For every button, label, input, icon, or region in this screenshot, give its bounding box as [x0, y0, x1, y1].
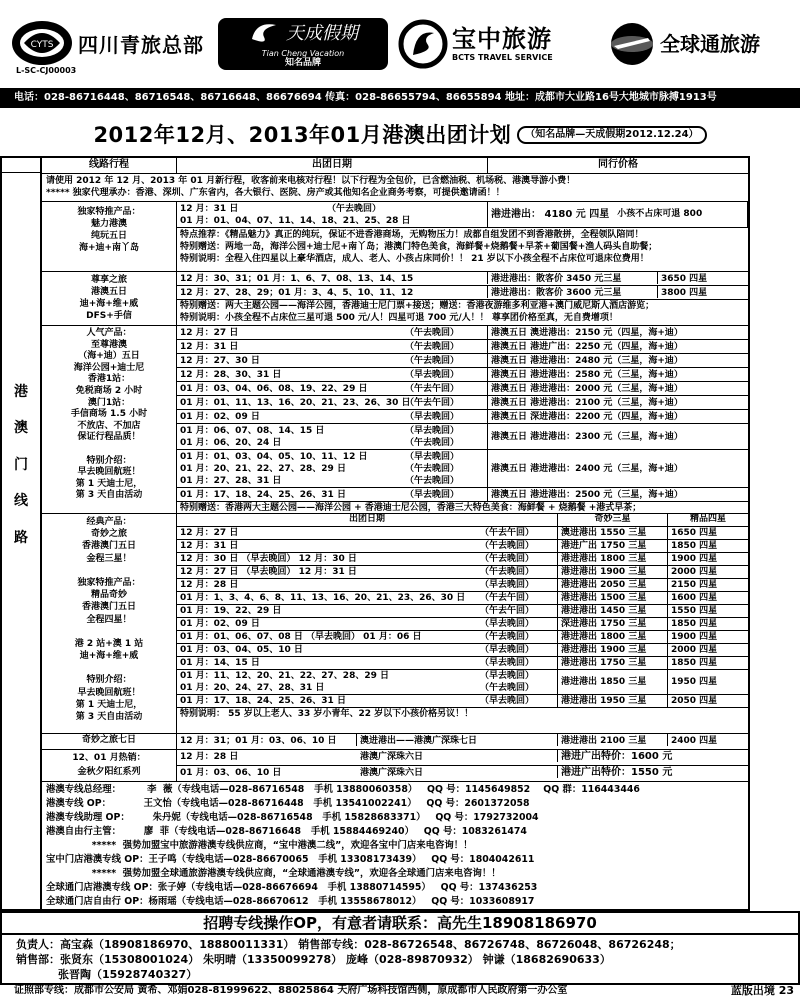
brand2-en: Tian Cheng Vacation: [261, 49, 345, 59]
date-text: 01 月：01、11、13、16、20、21、23、26、30 日: [180, 398, 411, 408]
product-golden-autumn: 12、01 月热销： 金秋夕阳红系列 12 月：28 日 港澳广深珠六日 港进广出特价：1600 元 01 月：03、06、10 日 港澳广深珠六日 港进广出特价：1550 元: [42, 749, 748, 781]
popular-left-line: 保证行程品质！: [77, 432, 141, 443]
price-4star: 1950 四星: [671, 677, 718, 687]
departure-note: （早去晚回）: [405, 412, 460, 422]
product-seven-day: 奇妙之旅七日 12 月：31；01 月：03、06、10 日 澳进港出——港澳广深珠七日 港进港出 2100 三星 2400 四星: [42, 733, 748, 749]
price-4star: 2050 四星: [671, 696, 718, 706]
contacts-block: [42, 781, 748, 911]
departure-note: （午去晚回）: [480, 632, 535, 642]
date-line: [180, 437, 484, 449]
table-row: [177, 368, 748, 382]
date-line: [180, 540, 554, 552]
departure-note: （午去晚回）: [405, 438, 460, 448]
main-title: 2012年12月、2013年01月港澳出团计划: [93, 122, 512, 147]
row-dates: [177, 450, 488, 487]
classic-header: 出团日期 奇妙三星 精品四星: [177, 514, 748, 527]
contact-bar: 电话：028-86716448、86716548、86716648、86676694 传真：028-86655794、86655894 地址：成都市大业路16号大地城市脉搏1913号: [0, 88, 800, 108]
row-dates: [177, 553, 558, 565]
date-text: 01 月：06、20、24 日: [180, 438, 282, 448]
departure-note: （午去晚回）: [405, 328, 460, 338]
row-price: 港澳五日 港进港出：2580 元（三星，海+迪）: [491, 369, 683, 380]
price-3star: 港进广出 1750 三星: [558, 540, 668, 552]
date-text: 01 月：20、21、22、27、28、29 日: [180, 464, 346, 474]
brand-cyts: [10, 14, 210, 76]
classic-left-line: 奇妙之旅: [90, 529, 127, 540]
page-title: [0, 117, 800, 153]
date-line: [180, 592, 554, 604]
date-line: [180, 397, 484, 409]
price-3star: 港进港出 1800 三星: [558, 631, 668, 643]
price-4star: 2000 四星: [671, 567, 718, 577]
date-text: 12 月：28 日: [180, 580, 239, 590]
price-4star: 1900 四星: [671, 632, 718, 642]
table-row: [177, 618, 748, 631]
popular-left-line: 免税商场 2 小时: [75, 385, 143, 396]
departure-note: （午去午回）: [480, 606, 535, 616]
row-price: 港澳五日 港进广出：2250 元（四星，海+迪）: [491, 341, 683, 352]
brand2-name: 天成假期: [286, 22, 358, 44]
popular-left-line: 第 3 天自由活动: [75, 490, 143, 501]
departure-note: （早去晚回）: [480, 619, 535, 629]
date-text: 01 月：11、12、20、21、22、27、28、29 日: [180, 671, 389, 681]
product-classic: [42, 513, 748, 733]
date-line: [180, 695, 554, 707]
date-text: 01 月：19、22、29 日: [180, 606, 282, 616]
departure-note: （午去晚回）: [405, 356, 460, 366]
date-text: 12 月：27、30 日: [180, 356, 260, 366]
notice-block: [42, 173, 748, 201]
classic-left-line: 全程四星！: [86, 614, 132, 625]
row-price: 港澳五日 港进港出：2300 元（三星，海+迪）: [491, 431, 683, 442]
date-text: 01 月：27、28、31 日: [180, 476, 282, 486]
classic-note: 特别说明： 55 岁以上老人、33 岁小青年、22 岁以下小孩价格另议！！: [180, 709, 474, 719]
charm-price: 港进港出： 4180 元 四星 小孩不占床可退 800: [488, 202, 748, 228]
price-3star: 港进港出 1500 三星: [558, 592, 668, 604]
popular-left-line: 不放店、不加店: [77, 420, 141, 431]
price-4star: 1650 四星: [671, 528, 718, 538]
table-row: [177, 354, 748, 368]
logo-header: [0, 0, 800, 88]
side-label-column: [0, 156, 40, 911]
row-dates: [177, 592, 558, 604]
side-label: 港 澳 门 线 路: [14, 384, 28, 546]
row-dates: [177, 340, 488, 353]
date-line: [180, 451, 484, 463]
classic-left-line: 香港澳门五日: [81, 541, 136, 552]
page-number: 23: [778, 984, 794, 997]
row-dates: [177, 424, 488, 449]
table-row: [177, 424, 748, 450]
management-line: 销售部：张贤东（15308001024） 朱明晴（13350099278） 庞峰（028-89870932） 钟谦（18682690633）: [16, 953, 611, 966]
price-3star: 港进港出 1950 三星: [558, 695, 668, 707]
date-text: 01 月：01、03、04、05、10、11、12 日: [180, 452, 368, 462]
product-charm: [42, 201, 748, 271]
departure-note: （早去晚回）: [405, 490, 460, 500]
popular-left-line: （海+迪）五日: [78, 351, 140, 362]
classic-left-line: 金程三星！: [86, 553, 132, 564]
row-dates: [177, 410, 488, 423]
table-row: [177, 396, 748, 410]
departure-note: （早去晚回）: [405, 370, 460, 380]
brand4-name: 全球通旅游: [660, 31, 760, 56]
date-text: 12 月：31 日: [180, 342, 239, 352]
recruit-banner: 招聘专线操作OP，有意者请联系：高先生18908186970: [0, 911, 800, 935]
date-line: [180, 644, 554, 656]
classic-left-line: 早去晚回航班！: [77, 687, 141, 698]
product-honor: [42, 271, 748, 325]
license-line: 证照部专线：成都市公安局 黄希、邓娟028-81999622、88025864 天府广场科技馆西侧，原成都市人民政府第一办公室: [14, 985, 568, 996]
contact-line: 港澳专线总经理： 李 薇（专线电话—028-86716548 手机 13880060358） QQ 号：1145649852 QQ 群：116443446: [46, 784, 640, 795]
contact-line: 全球通门店港澳专线 OP：张子婷（专线电话—028-86676694 手机 13880714595） QQ 号：137436253: [46, 882, 538, 893]
date-text: 12 月：31 日: [180, 541, 239, 551]
plane-globe-icon: [608, 20, 656, 68]
date-text: 12 月：27 日: [180, 528, 239, 538]
popular-notes: [177, 502, 748, 513]
departure-note: （午去晚回）: [405, 464, 460, 474]
table-row: [177, 488, 748, 502]
contact-line: 全球通门店自由行 OP：杨雨瑶（专线电话—028-86670612 手机 13558678012） QQ 号：1033608917: [46, 896, 535, 907]
departure-note: （午去晚回）: [480, 683, 535, 693]
departure-note: （早去晚回）: [480, 580, 535, 590]
price-4star: 1550 四星: [671, 606, 718, 616]
table-row: [177, 579, 748, 592]
departure-note: （早去晚回）: [480, 671, 535, 681]
row-dates: [177, 354, 488, 367]
charm-notes: 特点推荐：《精品魅力》真正的纯玩，保证不进香港商场，无购物压力！成都自组发团不到香港散拼，全程领队陪同！ 特别赠送：两地一岛，海洋公园+迪士尼+南丫岛；港澳门特色美食，海鲜餐+烧鹅餐+早茶+葡国餐+渔人码头自助餐； 特别说明：全程入住四星以上豪华酒店，成人、老人、小孩占床同价！！ 21 岁以下小孩全程不占床位可退床位费用！: [180, 230, 658, 264]
row-price: 港澳五日 港进港出：2500 元（三星，海+迪）: [491, 489, 683, 500]
charm-title: 独家特推产品： 魅力港澳 纯玩五日 海+迪+南丫岛: [42, 202, 177, 271]
table-row: [177, 644, 748, 657]
honor-title: 尊享之旅 港澳五日 迪+海+维+威 DFS+手信: [42, 272, 177, 325]
popular-left-line: 第 1 天迪士尼，: [75, 478, 143, 489]
classic-left-line: 经典产品：: [86, 517, 132, 527]
price-3star: 港进港出 1850 三星: [558, 670, 668, 694]
table-header: 线路行程 出团日期 同行价格: [42, 158, 748, 173]
price-4star: 1600 四星: [671, 593, 718, 603]
popular-left-line: 至尊港澳: [90, 339, 127, 350]
honor-row: 12 月：30、31；01 月：1、6、7、08、13、14、15 港进港出：散客价 3450 元三星 3650 四星: [177, 272, 748, 286]
row-dates: [177, 540, 558, 552]
date-text: 12 月：27 日: [180, 328, 239, 338]
management-line: 负责人：高宝森（18908186970、18880011331） 销售部专线：028-86726548、86726748、86726048、86726248；: [16, 938, 681, 951]
brand1-code: L-SC-CJ00003: [16, 66, 77, 75]
brand1-name: 四川青旅总部: [78, 32, 204, 57]
date-text: 01 月：14、15 日: [180, 658, 260, 668]
date-text: 01 月：01、06、07、08 日 （早去晚回） 01 月：06 日: [180, 632, 422, 642]
brand-quanqiutong: [608, 18, 794, 70]
date-line: [180, 369, 484, 381]
brand3-en: BCTS TRAVEL SERVICE: [452, 53, 553, 63]
table-row: [177, 605, 748, 618]
price-3star: 港进港出 1900 三星: [558, 644, 668, 656]
contact-line: 港澳专线助理 OP： 朱丹妮（专线电话—028-86716548 手机 15828683371） QQ 号：1792732004: [46, 812, 539, 823]
popular-left-line: 人气产品：: [86, 328, 132, 338]
price-3star: 港进港出 1450 三星: [558, 605, 668, 617]
row-price: 港澳五日 澳进港出：2150 元（四星，海+迪）: [491, 327, 683, 338]
departure-note: （早去晚回）: [480, 645, 535, 655]
table-row: [177, 566, 748, 579]
notice-line-1: 请使用 2012 年 12 月、2013 年 01 月新行程，收客前来电核对行程！以下行程为全包价，已含燃油税、机场税、港澳导游小费！: [46, 176, 576, 186]
departure-note: （午去午回）: [480, 593, 535, 603]
date-text: 01 月：20、24、27、28、31 日: [180, 683, 325, 693]
row-dates: [177, 670, 558, 694]
brand2-tag: 知名品牌: [284, 58, 321, 69]
table-row: [177, 592, 748, 605]
popular-left-line: 海洋公园+迪士尼: [73, 362, 145, 373]
date-text: 01 月：02、09 日: [180, 412, 260, 422]
row-dates: [177, 566, 558, 578]
row-dates: [177, 618, 558, 630]
departure-note: （午去晚回）: [405, 342, 460, 352]
date-line: [180, 566, 554, 578]
popular-title: [42, 326, 177, 513]
date-text: 12 月：30 日 （早去晚回） 12 月：30 日: [180, 554, 357, 564]
departure-note: （午去午回）: [405, 384, 460, 394]
departure-note: （午去晚回）: [480, 541, 535, 551]
classic-left-line: [45, 626, 173, 638]
table-row: [177, 540, 748, 553]
date-line: [180, 327, 484, 339]
row-dates: [177, 368, 488, 381]
price-3star: 港进港出 1800 三星: [558, 553, 668, 565]
date-line: [180, 425, 484, 437]
date-text: 01 月：03、04、05、10 日: [180, 645, 303, 655]
golden-row: 01 月：03、06、10 日 港澳广深珠六日 港进广出特价：1550 元: [180, 767, 673, 778]
popular-left-line: 手信商场 1.5 小时: [70, 409, 148, 420]
brand-tiancheng: [218, 18, 388, 70]
management-block: [0, 935, 800, 985]
table-row: [177, 450, 748, 488]
row-dates: [177, 488, 488, 501]
row-price: 港澳五日 深进港出：2200 元（四星，海+迪）: [491, 411, 683, 422]
swirl-icon: [248, 19, 280, 49]
table-row: [177, 410, 748, 424]
honor-notes: 特别赠送：两大主题公园——海洋公园，香港迪士尼门票+接送；赠送：香港夜游维多利亚港+澳门威尼斯人酒店游览； 特别说明：小孩全程不占床位三星可退 500 元/人！四星可退 700 元/人！！ 尊享团价格至真，无自费增项！: [180, 301, 655, 323]
date-text: 12 月：28、30、31 日: [180, 370, 282, 380]
table-row: [177, 670, 748, 695]
note-line: 特别赠送：香港两大主题公园——海洋公园 + 香港迪士尼公园，香港三大特色美食：海鲜餐 + 烧鹅餐 +港式早茶；: [180, 503, 642, 513]
row-dates: [177, 527, 558, 539]
contact-line: 港澳专线 OP： 王文怡（专线电话—028-86716448 手机 13541002241） QQ 号：2601372058: [46, 798, 530, 809]
date-line: [180, 527, 554, 539]
date-line: [180, 475, 484, 487]
popular-left-line: 澳门1站：: [87, 397, 131, 408]
date-line: [180, 489, 484, 501]
table-row: [177, 631, 748, 644]
row-dates: [177, 579, 558, 591]
row-dates: [177, 657, 558, 669]
classic-left-line: 第 1 天迪士尼，: [75, 699, 143, 710]
departure-note: （午去晚回）: [405, 476, 460, 486]
date-line: [180, 553, 554, 565]
price-4star: 1850 四星: [671, 541, 718, 551]
subtitle-badge: （知名品牌—天成假期2012.12.24）: [517, 126, 706, 144]
classic-left-line: [45, 565, 173, 577]
price-3star: 澳进港出 1550 三星: [558, 527, 668, 539]
departure-note: （早去晚回）: [480, 696, 535, 706]
table-row: [177, 657, 748, 670]
date-text: 01 月：06、07、08、14、15 日: [180, 426, 325, 436]
table-row: [177, 553, 748, 566]
price-4star: 1850 四星: [671, 658, 718, 668]
row-dates: [177, 382, 488, 395]
price-4star: 1900 四星: [671, 554, 718, 564]
cyts-globe-icon: [10, 19, 74, 71]
popular-left-line: [45, 444, 173, 456]
classic-left-line: 第 3 天自由活动: [75, 712, 143, 722]
row-price: 港澳五日 港进港出：2000 元（三星，海+迪）: [491, 383, 683, 394]
table-row: [177, 326, 748, 340]
bz-circle-icon: [398, 19, 448, 69]
date-line: [180, 618, 554, 630]
date-text: 01 月：02、09 日: [180, 619, 260, 629]
departure-note: （早去晚回）: [405, 452, 460, 462]
date-text: 01 月：17、18、24、25、26、31 日: [180, 490, 346, 500]
date-line: [180, 341, 484, 353]
departure-note: （午去晚回）: [480, 554, 535, 564]
departure-note: （早去晚回）: [405, 426, 460, 436]
classic-left-line: 香港澳门五日: [81, 602, 136, 613]
row-dates: [177, 605, 558, 617]
date-line: [180, 605, 554, 617]
date-line: [180, 383, 484, 395]
price-4star: 2150 四星: [671, 580, 718, 590]
table-row: [177, 527, 748, 540]
date-line: [180, 670, 554, 682]
row-price: 港澳五日 港进港出：2400 元（三星，海+迪）: [491, 463, 683, 474]
tour-table: [40, 156, 750, 911]
price-3star: 港进港出 2050 三星: [558, 579, 668, 591]
contact-line: 港澳自由行主管： 廖 菲（专线电话—028-86716648 手机 15884469240） QQ 号：1083261474: [46, 826, 527, 837]
row-price: 港澳五日 港进港出：2480 元（三星，海+迪）: [491, 355, 683, 366]
date-line: [180, 411, 484, 423]
popular-left-line: 香港1站：: [87, 374, 131, 385]
row-dates: [177, 644, 558, 656]
classic-left-line: 港 2 站+澳 1 站: [74, 638, 144, 649]
product-popular: [42, 325, 748, 513]
classic-left-line: 迪+海+维+威: [79, 651, 139, 662]
date-line: [180, 631, 554, 643]
table-row: [177, 340, 748, 354]
contact-line: 宝中门店港澳专线 OP：王子鸣（专线电话—028-86670065 手机 13308173439） QQ 号：1804042611: [46, 854, 535, 865]
date-text: 01 月：03、04、06、08、19、22、29 日: [180, 384, 368, 394]
management-line: 张晋陶（15928740327）: [58, 968, 198, 981]
row-dates: [177, 695, 558, 707]
date-text: 12 月：27 日 （早去晚回） 12 月：31 日: [180, 567, 357, 577]
notice-line-2: ***** 独家代理承办：香港、深圳、广东省内，各大银行、医院、房产或其他知名企业商务考察，可提供邀请函！！: [46, 188, 505, 198]
page-footer: 蓝版出境 23: [730, 984, 794, 997]
departure-note: （午去午回）: [480, 528, 535, 538]
contact-line: ***** 强势加盟全球通旅游港澳专线供应商，“全球通港澳专线”，欢迎各全球通门店来电咨询！！: [46, 868, 501, 879]
popular-left-line: 特别介绍：: [86, 455, 132, 466]
contact-line: ***** 强势加盟宝中旅游港澳专线供应商，“宝中港澳二线”，欢迎各宝中门店来电咨询！！: [46, 840, 473, 851]
table-row: [177, 382, 748, 396]
brand3-name: 宝中旅游: [452, 24, 552, 53]
date-line: [180, 657, 554, 669]
table-row: [177, 695, 748, 708]
popular-left-line: 早去晚回航班！: [77, 467, 141, 478]
classic-left-line: 特别介绍：: [86, 675, 132, 686]
classic-left-line: 精品奇妙: [90, 590, 127, 601]
price-3star: 港进港出 1900 三星: [558, 566, 668, 578]
row-price: 港澳五日 港进港出：2100 元（三星，海+迪）: [491, 397, 683, 408]
golden-row: 12 月：28 日 港澳广深珠六日 港进广出特价：1600 元: [177, 750, 748, 766]
charm-dates: 12 月：31 日 （午去晚回） 01 月：01、04、07、11、14、18、21、25、28 日: [177, 202, 488, 228]
row-dates: [177, 631, 558, 643]
date-line: [180, 463, 484, 475]
price-4star: 2000 四星: [671, 645, 718, 655]
classic-left-line: 独家特推产品：: [77, 577, 141, 588]
price-3star: 港进港出 1750 三星: [558, 657, 668, 669]
departure-note: （午去晚回）: [480, 567, 535, 577]
row-dates: [177, 326, 488, 339]
departure-note: （午去午回）: [405, 398, 460, 408]
classic-left-line: [45, 662, 173, 674]
svg-text:CYTS: CYTS: [30, 40, 54, 50]
price-3star: 深进港出 1750 三星: [558, 618, 668, 630]
date-line: [180, 682, 554, 694]
row-dates: [177, 396, 488, 409]
classic-title: [42, 514, 177, 733]
date-text: 01 月：1、3、4、6、8、11、13、16、20、21、23、26、30 日: [180, 593, 466, 603]
date-line: [180, 355, 484, 367]
departure-note: （早去晚回）: [480, 658, 535, 668]
brand-baozhong: [398, 16, 598, 72]
date-text: 01 月：17、18、24、25、26、31 日: [180, 696, 346, 706]
date-line: [180, 579, 554, 591]
price-4star: 1850 四星: [671, 619, 718, 629]
honor-row: 12 月：27、28、29；01 月：3、4、5、10、11、12 港进港出：散客价 3600 元三星 3800 四星: [177, 286, 748, 300]
